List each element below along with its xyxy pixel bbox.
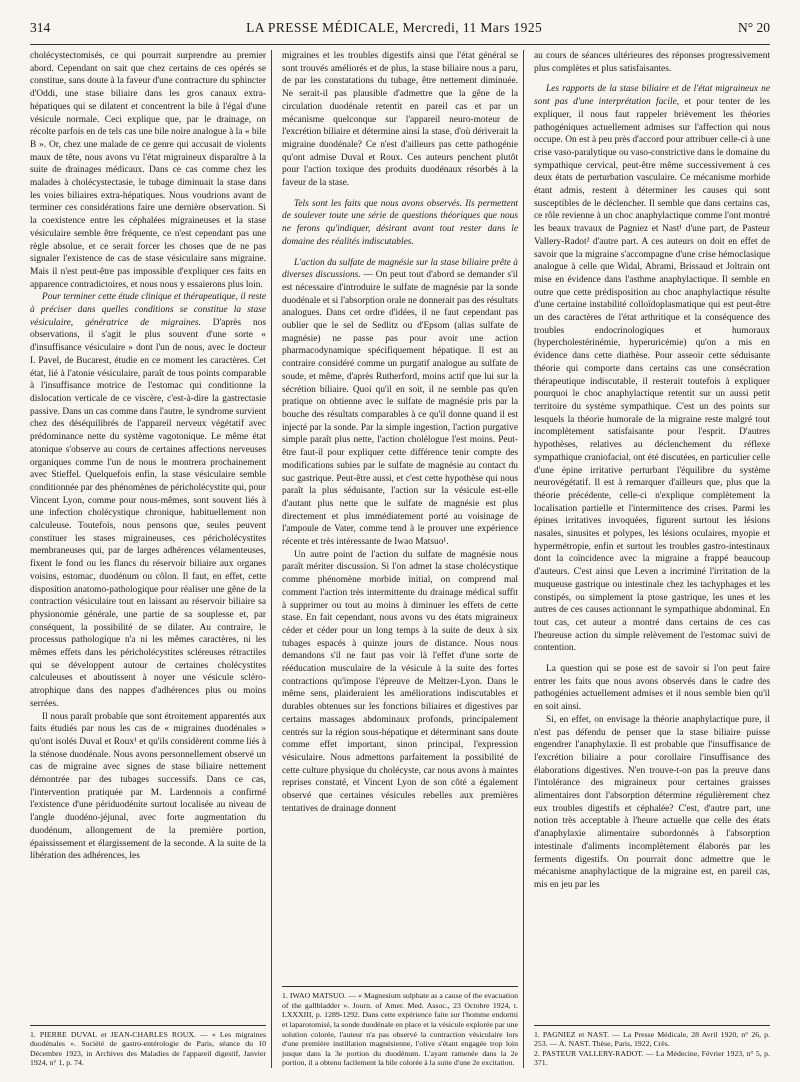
col2-footnote-1: 1. IWAO MATSUO. — « Magnesium sulphate as a cause of the evacuation of the gallbladder ». Journ. of Amer. Med. Assoc., 23 Octobre 1924, t. LXXXIII, p. 1289-1292. Dans cette expérience faite sur l'homme endormi et laparotomisé, la sonde duodénale en place et la vésicule explorée par une solution colorée, l'auteur n'a pas observé la contraction vésiculaire lors d'une première instillation magnésienne, l'olive s'étant engagée trop loin jusque dans la 3e portion du duodénum. L'ayant ramenée dans la 2e portion, il a obtenu facilement la bile colorée à la suite d'une 2e excitation. xyxy=(282,991,518,1068)
col1-paragraph-3: Il nous paraît probable que sont étroitement apparentés aux faits étudiés par nous les cas de « migraines duodénales » qu'ont isolés Duval et Roux¹ et qu'ils considèrent comme liés à la sténose duodénale. Nous avons personnellement observé un cas de migraine avec signes de stase biliaire nettement démontrée par des tubages successifs. Dans ce cas, l'intervention pratiquée par M. Lardennois a confirmé l'existence d'une périduodénite surtout localisée au niveau de l'angle duodéno-jéjunal, avec forte augmentation du duodénum, allongement de la première portion, épaississement et élargissement de la seconde. A la suite de la libération des adhérences, les xyxy=(30,711,266,862)
page-header xyxy=(30,20,770,45)
col3-footnotes xyxy=(534,1025,770,1068)
col2-paragraph-4: Un autre point de l'action du sulfate de magnésie nous paraît mériter discussion. Si l'on admet la stase cholécystique comme phénomène morbide initial, on comprend mal comment l'action très intermittente du drainage médical suffit à supprimer ou tout au moins à diminuer les effets de cette stase. En fait cependant, nous avons vu des états migraineux céder et céder pour un long temps à la suite de deux à six tubages espacés à quinze jours de distance. Nous nous demandons s'il ne faut pas voir là l'effet d'une sorte de rééducation musculaire de la vésicule à la suite des fortes contractions qu'impose l'épreuve de Meltzer-Lyon. Dans le même sens, plaideraient les améliorations indiscutables et durables obtenues sur les fonctions biliaires et digestives par certains massages abdominaux profonds, principalement centrés sur la région sous-hépatique et déterminant sans doute comme effet important, sinon principal, l'expression vésiculaire. Nous admettons parfaitement la possibilité de cette culture physique du cholécyste, car nous avons à maintes reprises constaté, et Vincent Lyon de son côté a également observé que certaines vésicules rebelles aux premières tentatives de drainage donnent xyxy=(282,549,518,814)
col3-paragraph-2 xyxy=(534,83,770,655)
journal-title: LA PRESSE MÉDICALE, Mercredi, 11 Mars 1925 xyxy=(246,20,543,35)
col3-paragraph-3: La question qui se pose est de savoir si l'on peut faire entrer les faits que nous avons observés dans le cadre des pathogénies actuellement admises et il nous semble bien qu'il en soit ainsi. xyxy=(534,664,770,713)
col2-paragraph-3-lead: L'action du sulfate de magnésie sur la stase biliaire prête à diverses discussions. xyxy=(282,257,518,281)
article-columns xyxy=(30,50,770,1068)
col2-paragraph-1: migraines et les troubles digestifs ainsi que l'état général se sont trouvés améliorés et de plus, la stase biliaire nous a paru, de par les constatations du tubage, être nettement diminuée. Ne serait-il pas plausible d'admettre que la gêne de la circulation duodénale retentit en pareil cas et par un mécanisme quelconque sur l'appareil neuro-moteur de l'excrétion biliaire et détermine ainsi la stase, d'où dériverait la migraine duodénale? Ce n'est d'ailleurs pas cette pathogénie qu'ont admise Duval et Roux. Ces auteurs penchent plutôt pour l'action toxique des produits duodénaux résorbés à la faveur de la stase. xyxy=(282,51,518,189)
col3-paragraph-2-lead: Les rapports de la stase biliaire et de l'état migraineux ne sont pas d'une interprétation facile, xyxy=(534,84,770,108)
col2-paragraph-3-body: — On peut tout d'abord se demander s'il est nécessaire d'introduire le sulfate de magnésie par la sonde duodénale et si l'absorption orale ne donnerait pas des résultats analogues. Dans cet ordre d'idées, il ne faut cependant pas oublier que le sel de Sedlitz ou d'Epsom (alias sulfate de magnésie) ne passe pas pour avoir une action pharmacodynamique spécifiquement hépatique. Il est au contraire considéré comme un purgatif analogue au sulfate de soude, et même, d'après Rutherford, moins actif que lui sur la sécrétion biliaire. Quoi qu'il en soit, il ne semble pas qu'en pratique on obtienne avec le sulfate de magnésie pris par la bouche des résultats comparables à ce qu'il donne quand il est injecté par la sonde. Par la simple ingestion, l'action purgative simple paraît plus nette, l'action cholélogue l'est moins. Peut-être faut-il pour expliquer cette différence tenir compte des modifications subies par le sulfate de magnésie au contact du suc gastrique. Peut-être aussi, et c'est cette hypothèse qui nous paraît la plus séduisante, l'action sur la vésicule est-elle d'autant plus nette que le sulfate de magnésie est plus directement et plus immédiatement porté au voisinage de l'ampoule de Vater, comme tend à le prouver une expérience récente et très intéressante de Iwao Matsuo¹. xyxy=(282,270,518,548)
col1-footnote-1: 1. PIERRE DUVAL et JEAN-CHARLES ROUX. — « Les migraines duodénales ». Société de gastro-entérologie de Paris, séance du 10 Décembre 1923, in Archives des Maladies de l'appareil digestif, Janvier 1924, n° 1, p. 74. xyxy=(30,1029,266,1068)
col3-paragraph-1: au cours de séances ultérieures des réponses progressivement plus complètes et plus satisfaisantes. xyxy=(534,51,770,74)
page-number: 314 xyxy=(30,20,51,35)
column-1 xyxy=(30,50,266,1068)
col3-paragraph-2-body: et pour tenter de les expliquer, il nous faut rappeler brièvement les théories pathogéniques actuellement admises sur l'affection qui nous occupe. On est à peu près d'accord pour attribuer celle-ci à une crise vaso-paralytique ou vaso-constrictive dans le domaine du sympathique cervical, peut-être même successivement à ces deux états de perturbation vasculaire. Ce mécanisme morbide étant admis, restent à déterminer les causes qui sont susceptibles de le déclencher. Il semble que dans certains cas, ce rôle revienne à un choc anaphylactique comme l'ont montré les beaux travaux de Pagniez et Nast¹ d'une part, de Pasteur Vallery-Radot² d'autre part. A ces auteurs on doit en effet de savoir que la migraine s'accompagne d'une crise hémoclasique analogue à celle que Widal, Abrami, Brissaud et Joltrain ont mise en évidence dans l'asthme anaphylactique. Il semble en outre que cette prédisposition au choc anaphylactique résulte d'une certaine instabilité colloïdoplasmatique qui est peut-être un des caractères de l'état arthritique et la conséquence des troubles endocrinologiques et humoraux (hypercholestérinémie, hyperuricémie) qu'on a mis en évidence dans cette diathèse. Pour asseoir cette séduisante théorie qui comporte dans certains cas une consécration thérapeutique indiscutable, il resterait toutefois à expliquer pourquoi le choc anaphylactique retentit sur un aussi petit territoire du système sympathique. C'est un des points sur lesquels la théorie humorale de la migraine reste malgré tout incomplètement satisfaisante pour l'esprit. D'autres hypothèses, relatives au déclenchement du réflexe sympathique craniofacial, ont été discutées, en particulier celle d'une épine irritative perturbant l'équilibre du système neurovégétatif. Il est à remarquer d'ailleurs que, plus que la théorie précédente, celle-ci n'explique complètement la localisation partielle et l'intermittence des crises. Parmi les épines irritatives invoquées, figurent surtout les lésions nasales, sinusites et polypes, les lésions oculaires, myopie et hypermétropie, enfin et surtout les troubles gastro-intestinaux dont la coïncidence avec la migraine a frappé beaucoup d'auteurs. C'est ainsi que Leven a incriminé l'irritation de la muqueuse gastrique ou intestinale chez les tachyphages et les constipés, ou simplement la ptose gastrique, les unes et les autres de ces causes actionnant le sympathique abdominal. En tout cas, cet auteur a montré dans certains de ces cas l'heureuse action du simple relèvement de l'estomac suivi de contention. xyxy=(534,97,770,654)
issue-number: N° 20 xyxy=(737,20,770,35)
col2-paragraph-3 xyxy=(282,257,518,549)
column-2 xyxy=(271,50,518,1068)
col1-paragraph-1: cholécystectomisés, ce qui pourrait surprendre au premier abord. Cependant on sait que chez certains de ces opérés se constitue, sans doute à la faveur d'une contracture du sphincter d'Oddi, une stase biliaire dans les gros canaux extra-hépatiques qui se dilatent et concentrent la bile à l'égal d'une vésicule normale. Ceci explique que, par le drainage, on récolte parfois en de tels cas une bile noire analogue à la « bile B ». Or, chez une malade de ce genre qui accusait de violents maux de tête, nous avons vu l'état migraineux disparaître à la suite de drainages médicaux. Dans ce cas comme chez les malades à cholécystectasie, le tubage diminuait la stase dans les voies biliaires extra-hépatiques. Nous voudrions avant de terminer ces considérations faire une dernière observation. Si la coexistence entre les céphalées migraineuses et la stase vésiculaire semble être fréquente, ce n'est cependant pas une règle absolue, et ce serait forcer les choses que de ne pas signaler l'existence de cas de stase vésiculaire sans migraine. Mais il n'est peut-être pas impossible d'expliquer ces faits en apparence contradictoires, et nous nous y essaierons plus loin. xyxy=(30,51,266,290)
col1-footnotes xyxy=(30,1025,266,1068)
column-3 xyxy=(523,50,770,1068)
col1-paragraph-2-lead: Pour terminer cette étude clinique et thérapeutique, il reste à préciser dans quelles conditions se constitue la stase vésiculaire, génératrice de migraines. xyxy=(30,292,266,328)
col2-paragraph-2: Tels sont les faits que nous avons observés. Ils permettent de soulever toute une série de questions théoriques que nous ne ferons qu'indiquer, désirant avant tout rester dans le domaine des réalités indiscutables. xyxy=(282,198,518,247)
col3-footnote-2: 2. PASTEUR VALLERY-RADOT. — La Médecine, Février 1923, n° 5, p. 371. xyxy=(534,1048,770,1068)
col3-paragraph-4: Si, en effet, on envisage la théorie anaphylactique pure, il n'est pas défendu de penser que la stase biliaire puisse engendrer l'anaphylaxie. Il est probable que l'insuffisance de l'excrétion biliaire a pour corollaire l'insuffisance des élaborations digestives. N'en trouve-t-on pas la preuve dans l'intolérance des migraineux pour certaines graisses alimentaires dont l'absorption détermine régulièrement chez eux troubles digestifs et céphalée? C'est, d'autre part, une notion très acceptable à l'heure actuelle que celle des états d'anaphylaxie alimentaire subordonnés à l'absorption intestinale d'aliments incomplètement élaborés par les ferments digestifs. On pourrait donc admettre que le mécanisme anaphylactique de la migraine est, en pareil cas, mis en jeu par les xyxy=(534,714,770,890)
col1-paragraph-2 xyxy=(30,291,266,710)
col1-paragraph-2-body: D'après nos observations, il s'agit le plus souvent d'une sorte « d'insuffisance vésiculaire » dont l'un de nous, avec le docteur I. Pavel, de Bucarest, étudie en ce moment les caractères. Cet état, lié à l'atonie vésiculaire, paraît de tous points comparable à l'insuffisance motrice de l'estomac qui conditionne la dislocation verticale de ce viscère, c'est-à-dire la gastrectasie passive. Dans un cas comme dans l'autre, le syndrome survient chez des déséquilibrés de l'appareil nerveux végétatif avec prédominance nette du système vagotonique. Le même état atonique s'observe au cours de certaines affections nerveuses organiques comme l'un de nous le montrera prochainement avec Stieffel. Quelquefois enfin, la stase vésiculaire semble conditionnée par des phénomènes de péricholécystite qui, pour Vincent Lyon, comme pour nous-mêmes, sont souvent liés à une infection cholécystique chronique, habituellement non calculeuse. Toutefois, nous pensons que, seules peuvent constituer les stases migraineuses, ces péricholécystites membraneuses qui, par de larges adhérences vélamenteuses, fixent le fond ou les flancs du réservoir biliaire aux organes voisins, estomac, duodénum ou côlon. Il faut, en effet, cette disposition anatomo-pathologique pour réaliser une gêne de la contraction vésiculaire tout en laissant au réservoir biliaire sa physionomie générale, une partie de sa souplesse et, par conséquent, la possibilité de se dilater. Au contraire, le processus pathologique n'a ni les mêmes caractères, ni les mêmes effets dans les péricholécystites scléreuses rétractiles qui se développent autour de certaines cholécystites calculeuses et aboutissent à noyer une vésicule scléro-atrophique dans des nappes d'adhérences plus ou moins serrées. xyxy=(30,317,266,709)
col3-footnote-1: 1. PAGNIEZ et NAST. — La Presse Médicale, 28 Avril 1920, n° 26, p. 253. — A. NAST. Thèse, Paris, 1922, Crès. xyxy=(534,1029,770,1049)
col2-footnotes xyxy=(282,986,518,1068)
